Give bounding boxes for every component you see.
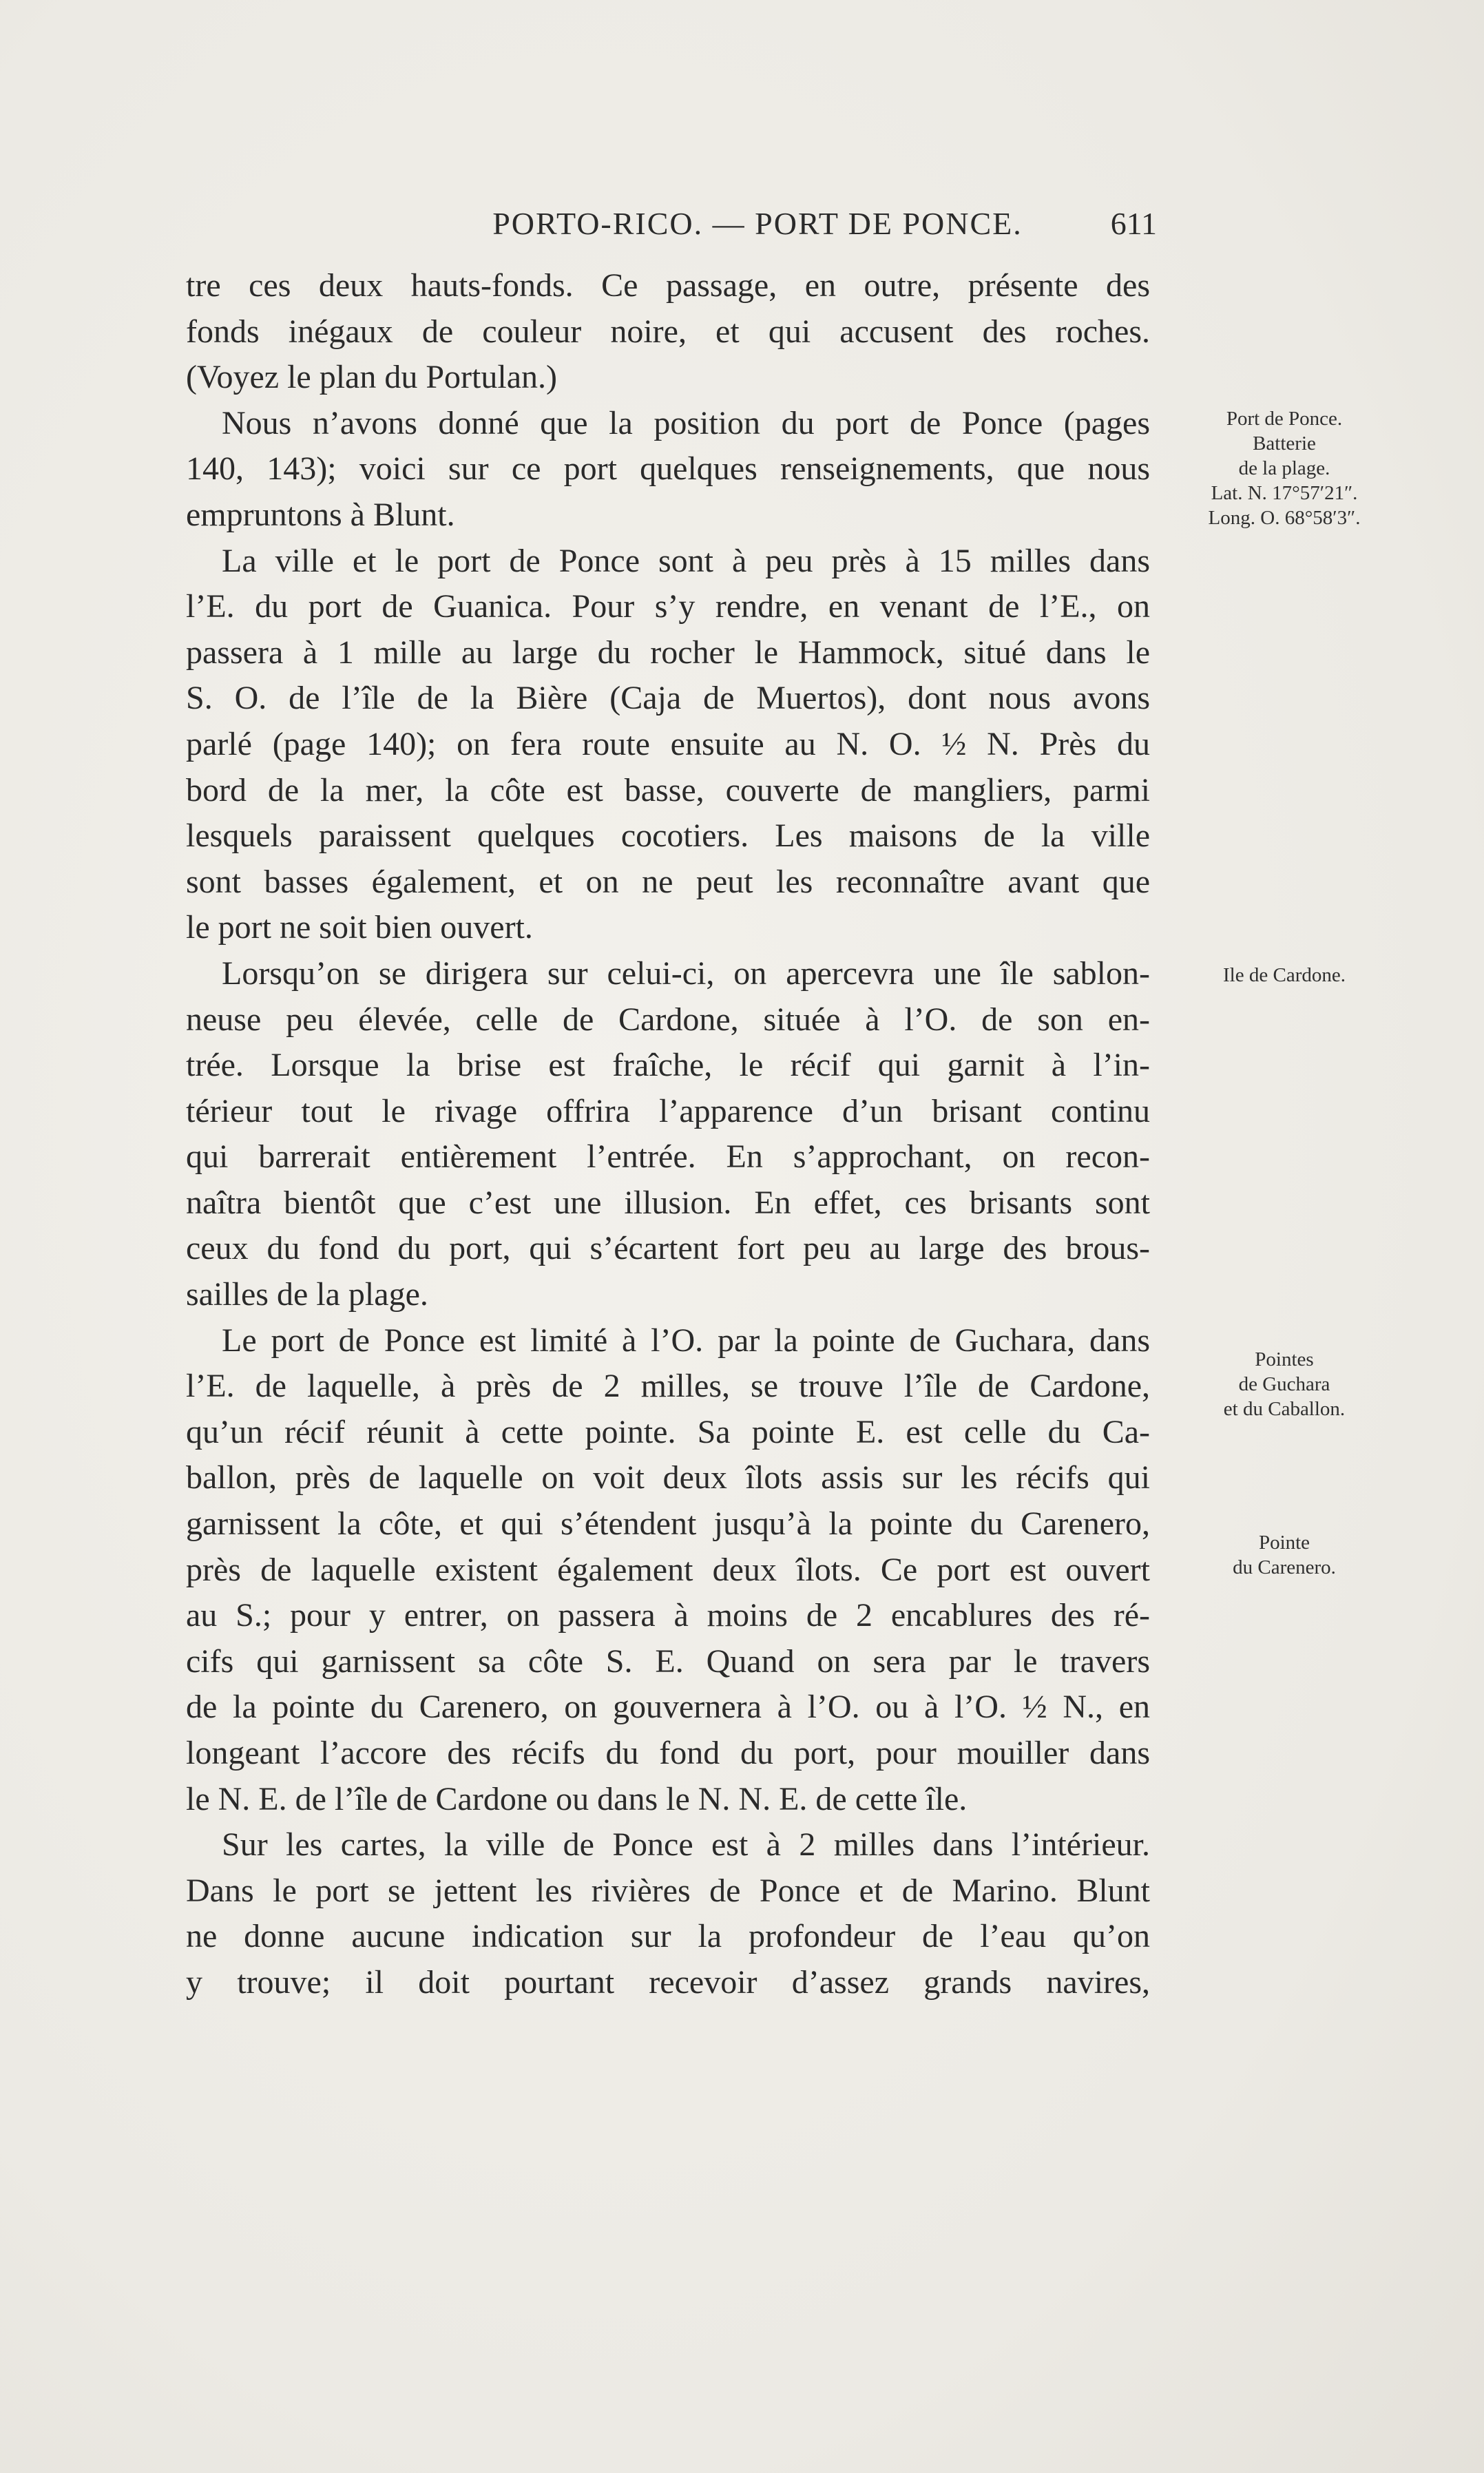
text-line: garnissent la côte, et qui s’étendent jusqu’à la pointe du Carenero, [186,1505,1150,1543]
text-line: bord de la mer, la côte est basse, couverte de mangliers, parmi [186,771,1150,808]
text-line: l’E. du port de Guanica. Pour s’y rendre, en venant de l’E., on [186,588,1150,625]
text-line: Dans le port se jettent les rivières de Ponce et de Marino. Blunt [186,1872,1150,1909]
running-title: PORTO-RICO. — PORT DE PONCE. [492,206,1023,241]
text-line: Sur les cartes, la ville de Ponce est à 2 milles dans l’intérieur. [222,1826,1150,1864]
text-line: le port ne soit bien ouvert. [186,909,533,946]
margin-note-line: Pointes [1255,1348,1314,1370]
text-line: près de laquelle existent également deux îlots. Ce port est ouvert [186,1551,1150,1588]
text-line: ne donne aucune indication sur la profondeur de l’eau qu’on [186,1918,1150,1955]
margin-note-line: Port de Ponce. [1226,408,1343,430]
margin-note-line: Batterie [1253,432,1316,455]
text-line: trée. Lorsque la brise est fraîche, le récif qui garnit à l’in- [186,1047,1150,1084]
text-line: ceux du fond du port, qui s’écartent fort peu au large des brous- [186,1230,1150,1267]
text-line: cifs qui garnissent sa côte S. E. Quand on sera par le travers [186,1642,1150,1680]
text-line: le N. E. de l’île de Cardone ou dans le N. N. E. de cette île. [186,1780,968,1817]
text-line: passera à 1 mille au large du rocher le Hammock, situé dans le [186,634,1150,671]
text-line: lesquels paraissent quelques cocotiers. Les maisons de la ville [186,817,1150,855]
margin-note-pointe-carenero [1171,1530,1398,1580]
text-line: fonds inégaux de couleur noire, et qui accusent des roches. [186,313,1150,350]
text-line: tre ces deux hauts-fonds. Ce passage, en outre, présente des [186,267,1150,304]
margin-note-pointes-guchara-caballon [1171,1347,1398,1421]
text-line: S. O. de l’île de la Bière (Caja de Muertos), dont nous avons [186,680,1150,717]
text-line: y trouve; il doit pourtant recevoir d’assez grands navires, [186,1963,1150,2001]
text-line: naîtra bientôt que c’est une illusion. En effet, ces brisants sont [186,1184,1150,1221]
margin-note-line: de la plage. [1238,457,1330,479]
text-line: Lorsqu’on se dirigera sur celui-ci, on apercevra une île sablon- [222,954,1150,992]
page-header [358,200,1157,248]
text-line: parlé (page 140); on fera route ensuite au N. O. ½ N. Près du [186,725,1150,762]
text-line: qui barrerait entièrement l’entrée. En s’approchant, on recon- [186,1138,1150,1176]
page-number: 611 [1110,206,1157,241]
text-line: (Voyez le plan du Portulan.) [186,359,557,396]
text-line: au S.; pour y entrer, on passera à moins de 2 encablures des ré- [186,1597,1150,1634]
margin-note-line: et du Caballon. [1223,1398,1346,1420]
text-line: La ville et le port de Ponce sont à peu près à 15 milles dans [222,542,1150,579]
text-line: sont basses également, et on ne peut les reconnaître avant que [186,863,1150,900]
text-line: 140, 143); voici sur ce port quelques renseignements, que nous [186,450,1150,488]
text-line: longeant l’accore des récifs du fond du port, pour mouiller dans [186,1735,1150,1771]
margin-note-port-de-ponce [1171,406,1398,530]
text-line: Nous n’avons donné que la position du port de Ponce (pages [222,404,1150,441]
text-line: Le port de Ponce est limité à l’O. par la pointe de Guchara, dans [222,1322,1150,1359]
margin-note-ile-de-cardone [1171,963,1398,988]
margin-note-line: du Carenero. [1233,1556,1336,1578]
text-line: qu’un récif réunit à cette pointe. Sa pointe E. est celle du Ca- [186,1413,1150,1450]
margin-note-line: Lat. N. 17°57′21″. [1211,482,1358,504]
text-line: térieur tout le rivage offrira l’apparence d’un brisant continu [186,1092,1150,1129]
text-line: neuse peu élevée, celle de Cardone, située à l’O. de son en- [186,1001,1150,1038]
margin-note-line: Pointe [1258,1532,1310,1554]
text-line: ballon, près de laquelle on voit deux îlots assis sur les récifs qui [186,1459,1150,1496]
margin-note-line: Ile de Cardone. [1223,964,1346,986]
text-line: l’E. de laquelle, à près de 2 milles, se trouve l’île de Cardone, [186,1368,1150,1405]
margin-note-line: de Guchara [1238,1373,1330,1395]
text-line: sailles de la plage. [186,1276,428,1313]
body-text [186,263,1150,2006]
margin-note-line: Long. O. 68°58′3″. [1208,507,1361,529]
text-line: empruntons à Blunt. [186,496,455,533]
text-line: de la pointe du Carenero, on gouvernera à l’O. ou à l’O. ½ N., en [186,1689,1150,1726]
